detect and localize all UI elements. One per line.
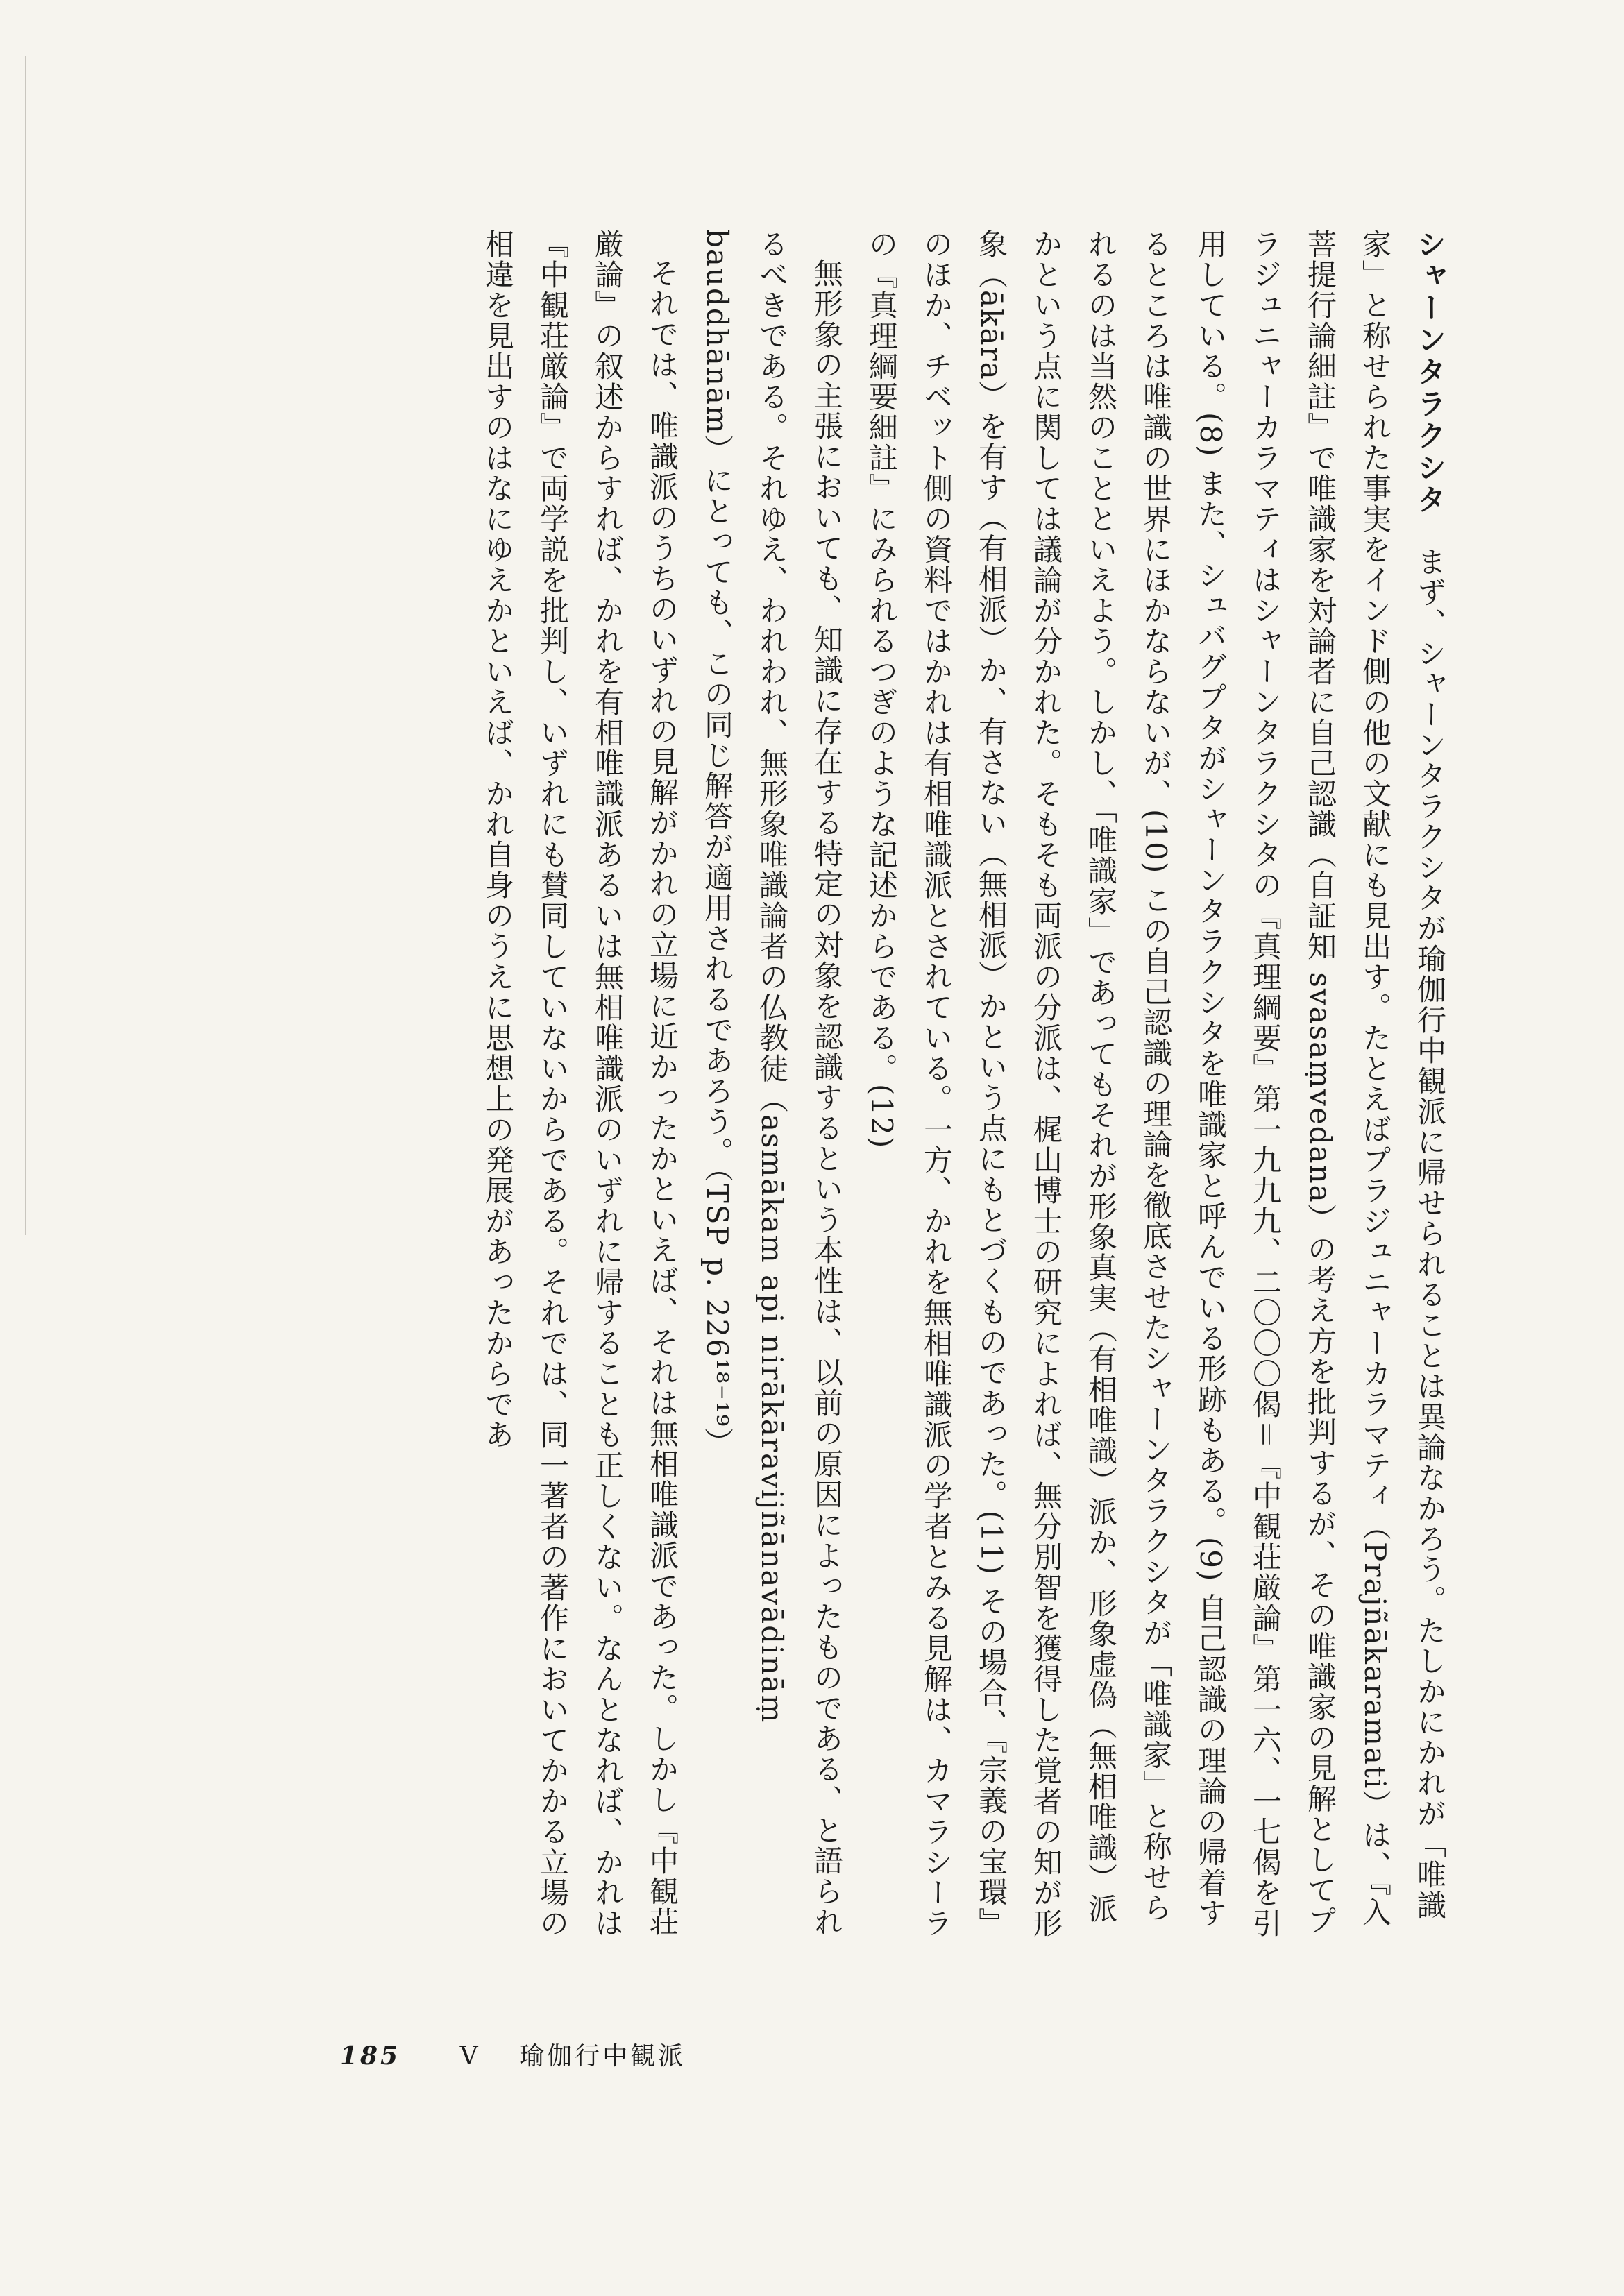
chapter-title: 瑜伽行中観派 (519, 2042, 686, 2070)
quotation-text: 無形象の主張においても、知識に存在する特定の対象を認識するという本性は、以前の原因によったものである、と語られるべきである。それゆえ、われわれ、無形象唯識論者の仏教徒（asmākam api nirākāravijñānavādināṃ bauddhānām）にとっても、この同じ解答が適用されるであろう。（TSP p. 226¹⁸⁻¹⁹） (700, 229, 844, 1937)
page-number: 185 (340, 2041, 401, 2070)
page-edge-line (25, 56, 26, 1235)
paragraph-1-text: まず、シャーンタラクシタが瑜伽行中観派に帰せられることは異論なかろう。たしかにかれが「唯識家」と称せられた事実をインド側の他の文献にも見出す。たとえばプラジュニャーカラマティ（Prajñākaramati）は、『入菩提行論細註』で唯識家を対論者に自己認識（自証知 svasaṃvedana）の考え方を批判するが、その唯識家の見解としてプラジュニャーカラマティはシャーンタラクシタの『真理綱要』第一九九九、二〇〇〇偈＝『中観荘厳論』第一六、一七偈を引用している。(8) また、シュバグプタがシャーンタラクシタを唯識家と呼んでいる形跡もある。(9) 自己認識の理論の帰着するところは唯識の世界にほかならないが、(10) この自己認識の理論を徹底させたシャーンタラクシタが「唯識家」と称せられるのは当然のことといえよう。しかし、「唯識家」であってもそれが形象真実（有相唯識）派か、形象虚偽（無相唯識）派かという点に関しては議論が分かれた。そもそも両派の分派は、梶山博士の研究によれば、無分別智を獲得した覚者の知が形象（ākāra）を有す（有相派）か、有さない（無相派）かという点にもとづくものであった。(11) その場合、『宗義の宝環』のほか、チベット側の資料ではかれは有相唯識派とされている。一方、かれを無相唯識派の学者とみる見解は、カマラシーラの『真理綱要細註』にみられるつぎのような記述からである。(12) (865, 229, 1447, 1939)
section-heading: シャーンタラクシタ (1413, 229, 1447, 516)
page-body (305, 229, 1457, 1950)
paragraph-1 (854, 229, 1457, 1950)
paragraph-2-text: それでは、唯識派のうちのいずれの見解がかれの立場に近かったかといえば、それは無相唯識派であった。しかし『中観荘厳論』の叙述からすれば、かれを有相唯識派あるいは無相唯識派のいずれに帰することも正しくない。なんとなれば、かれは『中観荘厳論』で両学説を批判し、いずれにも賛同していないからである。それでは、同一著者の著作においてかかる立場の相違を見出すのはなにゆえかといえば、かれ自身のうえに思想上の発展があったからであ (481, 229, 679, 1939)
paragraph-2 (471, 229, 690, 1950)
page-footer (340, 2036, 686, 2072)
block-quotation (690, 229, 854, 1950)
chapter-numeral: V (459, 2042, 481, 2070)
